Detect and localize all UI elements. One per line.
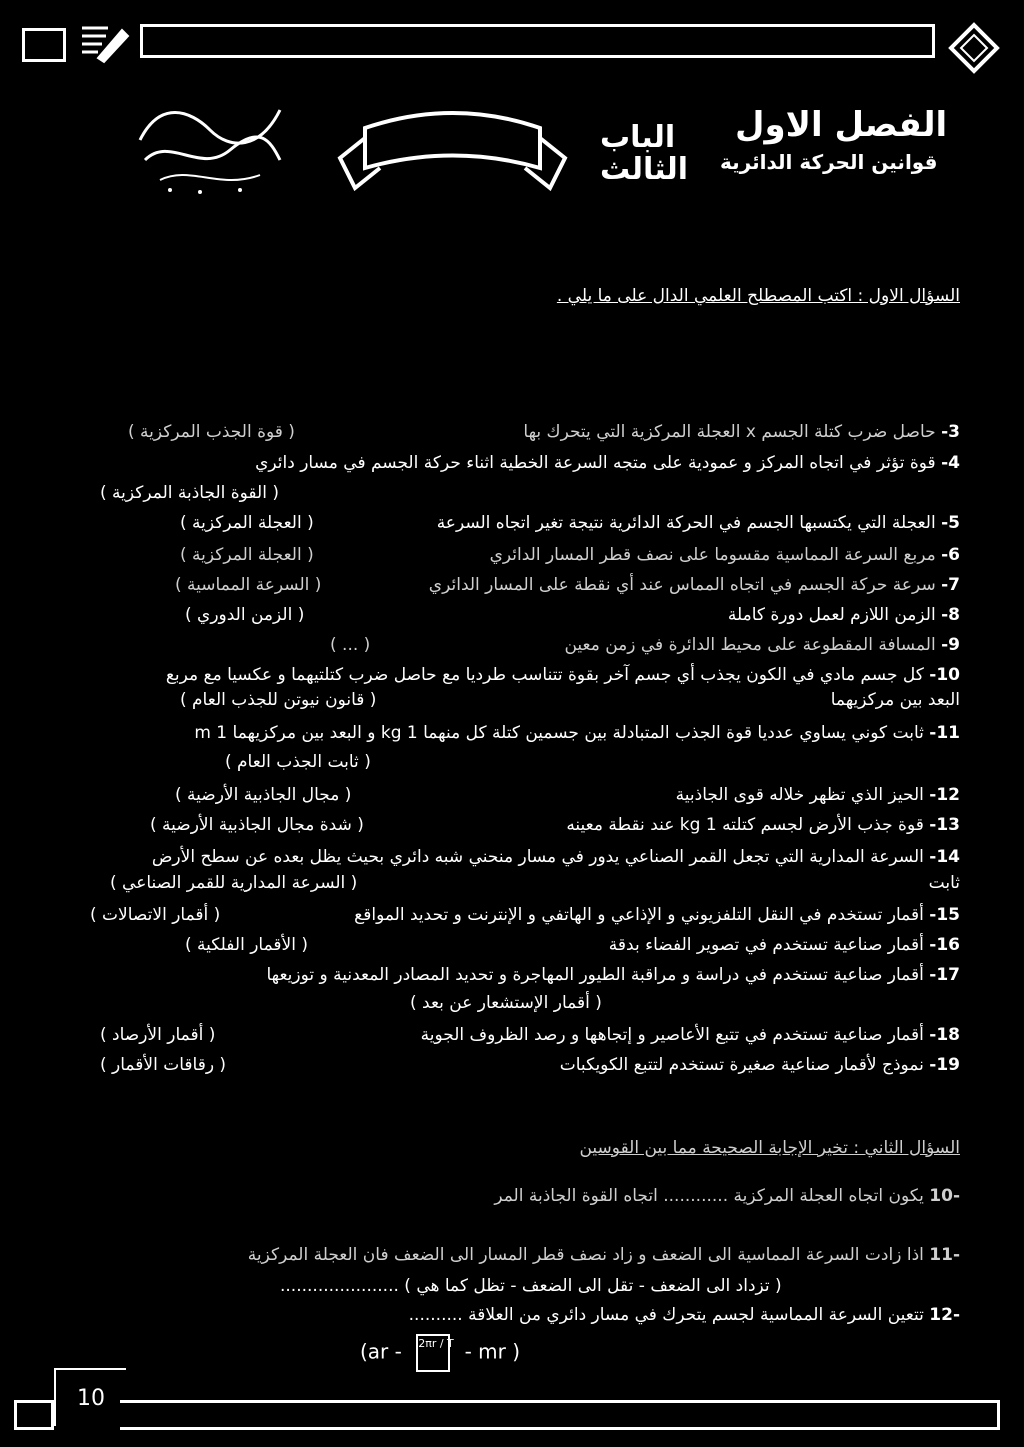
q1-item-14: 14- السرعة المدارية التي تجعل القمر الصناعي يدور في مسار منحني شبه دائري بحيث يظل بعده عن سطح الأرض [151,847,960,867]
q1-answer-6: ( العجلة المركزية ) [180,545,314,565]
q1-answer-5: ( العجلة المركزية ) [180,513,314,533]
q1-item-19: 19- نموذج لأقمار صناعية صغيرة تستخدم لتتبع الكويكبات [559,1055,960,1075]
ribbon-banner-ornament [335,98,570,198]
q1-item-6: 6- مربع السرعة المماسية مقسوما على نصف قطر المسار الدائري [489,545,960,565]
q1-item-9: 9- المسافة المقطوعة على محيط الدائرة في زمن معين [564,635,960,655]
q1-item-13: 13- قوة جذب الأرض لجسم كتلته 1 kg عند نقطة معينه [566,815,960,835]
q2-item-12: -12 تتعين السرعة المماسية لجسم يتحرك في مسار دائري من العلاقة .......... [408,1305,960,1325]
ornate-calligraphy-logo [130,80,290,200]
q1-answer-19: ( رقاقات الأقمار ) [100,1055,227,1075]
q1-answer-4: ( القوة الجاذبة المركزية ) [100,483,279,503]
q1-answer-12: ( مجال الجاذبية الأرضية ) [175,785,352,805]
q1-item-16: 16- أقمار صناعية تستخدم في تصوير الفضاء بدقة [608,935,960,955]
part-number: الثالث [600,152,689,187]
q1-answer-13: ( شدة مجال الجاذبية الأرضية ) [150,815,364,835]
q1-answer-9: ( ... ) [330,635,371,655]
q1-item-4: 4- قوة تؤثر في اتجاه المركز و عمودية على متجه السرعة الخطية اثناء حركة الجسم في مسار دائري [255,453,960,473]
bottom-frame-bar [120,1400,1000,1430]
page-number: 10 [54,1368,126,1426]
part-label: الباب [600,120,676,155]
q2-item-11: -11 اذا زادت السرعة المماسية الى الضعف و زاد نصف قطر المسار الى الضعف فان العجلة المركزية [247,1245,960,1265]
q2-options-11: ( تزداد الى الضعف - تقل الى الضعف - تظل كما هي ) ...................... [280,1276,782,1296]
q1-item-15: 15- أقمار تستخدم في النقل التلفزيوني و الإذاعي و الهاتفي و الإنترنت و تحديد المواقع [354,905,960,925]
chapter-title: الفصل الاول [735,105,948,145]
pen-writing-icon [78,22,130,64]
q1-item-7: 7- سرعة حركة الجسم في اتجاه المماس عند أي نقطة على المسار الدائري [428,575,960,595]
q1-answer-10: ( قانون نيوتن للجذب العام ) [180,690,377,710]
chapter-subtitle: قوانين الحركة الدائرية [720,150,938,174]
q1-answer-11: ( ثابت الجذب العام ) [225,752,371,772]
q1-item-5: 5- العجلة التي يكتسبها الجسم في الحركة الدائرية نتيجة تغير اتجاه السرعة [436,513,960,533]
q1-answer-3: ( قوة الجذب المركزية ) [128,422,295,442]
q1-item-18: 18- أقمار صناعية تستخدم في تتبع الأعاصير و إتجاهها و رصد الظروف الجوية [420,1025,960,1045]
q1-item-11: 11- ثابت كوني يساوي عدديا قوة الجذب المتبادلة بين جسمين كتلة كل منهما 1 kg و البعد بين مركزيهما 1 m [194,723,960,743]
q1-answer-14: ( السرعة المدارية للقمر الصناعي ) [110,873,358,893]
diamond-ornament-icon [948,22,1000,74]
top-frame-bar [140,24,935,58]
q1-item-12: 12- الحيز الذي تظهر خلاله قوى الجاذبية [675,785,960,805]
q1-item-10: 10- كل جسم مادي في الكون يجذب أي جسم آخر بقوة تتناسب طرديا مع حاصل ضرب كتلتيهما و عكسيا مع مربع [165,665,960,685]
corner-square-top [22,28,66,62]
q2-item-10: -10 يكون اتجاه العجلة المركزية ............ اتجاه القوة الجاذبة المر [494,1186,960,1206]
q1-answer-17: ( أقمار الإستشعار عن بعد ) [410,993,602,1013]
q2-heading: السؤال الثاني : تخير الإجابة الصحيحة مما بين القوسين [579,1138,960,1158]
q1-item-10-cont: البعد بين مركزيهما [830,690,960,710]
q1-answer-15: ( أقمار الاتصالات ) [90,905,221,925]
corner-square-bottom [14,1400,54,1430]
q1-answer-7: ( السرعة المماسية ) [175,575,322,595]
q1-item-8: 8- الزمن اللازم لعمل دورة كاملة [727,605,960,625]
q1-item-3: 3- حاصل ضرب كتلة الجسم x العجلة المركزية التي يتحرك بها [523,422,960,442]
q2-formula-options: (ar - 2πr / T - mr ) [360,1334,520,1372]
q1-answer-18: ( أقمار الأرصاد ) [100,1025,216,1045]
formula-fraction-box: 2πr / T [416,1334,450,1372]
q1-answer-8: ( الزمن الدوري ) [185,605,305,625]
q1-item-17: 17- أقمار صناعية تستخدم في دراسة و مراقبة الطيور المهاجرة و تحديد المصادر المعدنية و توزيعها [266,965,960,985]
q1-answer-16: ( الأقمار الفلكية ) [185,935,309,955]
q1-item-14-cont: ثابت [928,873,960,893]
q1-heading: السؤال الاول : اكتب المصطلح العلمي الدال على ما يلي . [556,286,960,306]
